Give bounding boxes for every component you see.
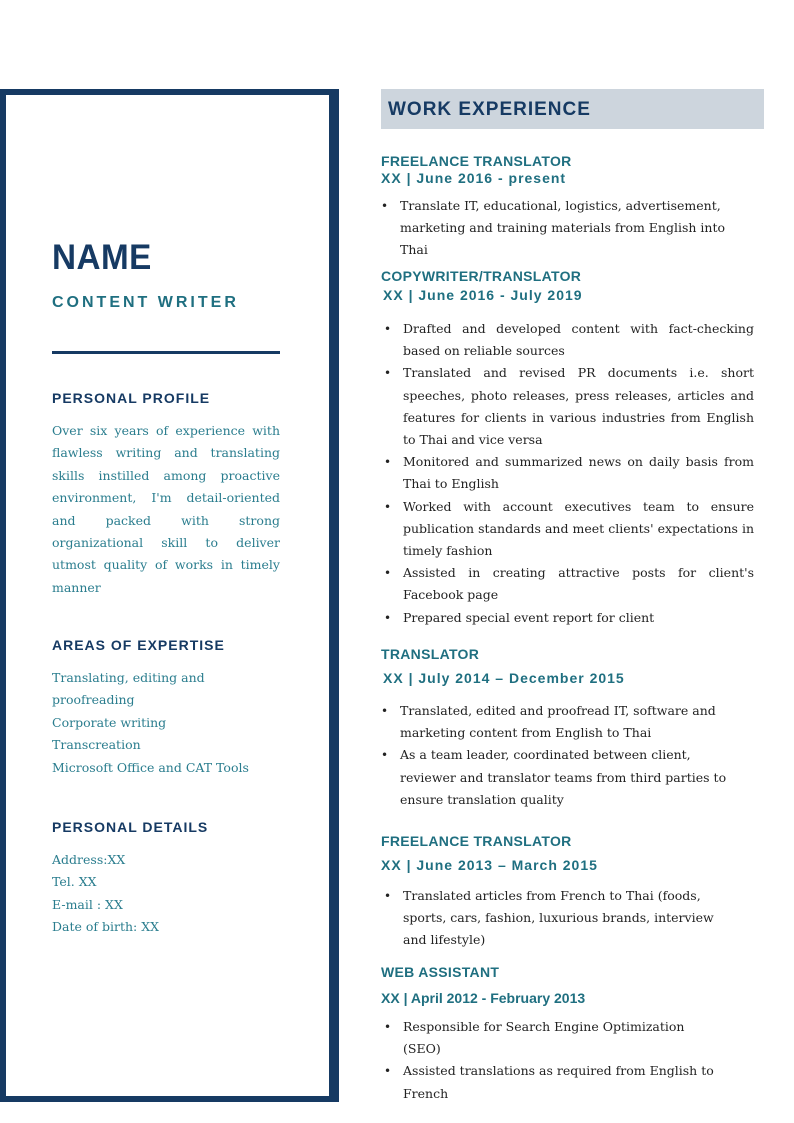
job-dates: XX | June 2013 – March 2015: [381, 857, 598, 873]
date-of-birth: Date of birth: XX: [52, 919, 160, 935]
expertise-item: Corporate writing: [52, 714, 167, 730]
personal-profile-heading: PERSONAL PROFILE: [52, 390, 211, 406]
job-bullets: [382, 1016, 722, 1105]
list-item: • Translated, edited and proofread IT, software and marketing content from English to Thai: [379, 700, 749, 744]
list-item: • Translated articles from French to Thai (foods, sports, cars, fashion, luxurious brands, interview and lifestyle): [382, 885, 737, 952]
job-dates: XX | July 2014 – December 2015: [383, 670, 625, 686]
personal-details-heading: PERSONAL DETAILS: [52, 819, 209, 835]
job-dates: XX | April 2012 - February 2013: [381, 990, 586, 1006]
job-title: TRANSLATOR: [381, 646, 480, 662]
list-item: • As a team leader, coordinated between client, reviewer and translator teams from third parties to ensure translation quality: [379, 744, 749, 811]
list-item: • Responsible for Search Engine Optimization (SEO): [382, 1016, 722, 1060]
job-title: COPYWRITER/TRANSLATOR: [381, 268, 582, 284]
work-experience-heading: WORK EXPERIENCE: [388, 99, 591, 120]
expertise-item: Transcreation: [52, 737, 141, 753]
list-item: • Translated and revised PR documents i.e. short speeches, photo releases, press releases, articles and features for clients in various industries from English to Thai and vice versa: [382, 362, 754, 451]
job-title: WEB ASSISTANT: [381, 964, 500, 980]
list-item: • Translate IT, educational, logistics, advertisement, marketing and training materials from English into Thai: [379, 195, 744, 262]
personal-details-list: [52, 849, 280, 939]
expertise-heading: AREAS OF EXPERTISE: [52, 637, 225, 653]
personal-profile-text: Over six years of experience with flawless writing and translating skills instilled among proactive environment, I'm detail-oriented and packed with strong organizational skill to deliver utmost quality of works in timely manner: [52, 423, 280, 595]
job-title: FREELANCE TRANSLATOR: [381, 153, 572, 169]
job-entry: [381, 964, 761, 1006]
expertise-item: Microsoft Office and CAT Tools: [52, 759, 249, 775]
job-bullets: [382, 318, 754, 629]
list-item: • Drafted and developed content with fact-checking based on reliable sources: [382, 318, 754, 362]
job-entry: [381, 646, 761, 686]
list-item: • Monitored and summarized news on daily basis from Thai to English: [382, 451, 754, 495]
expertise-item: Translating, editing and proofreading: [52, 670, 205, 708]
expertise-list: [52, 667, 280, 779]
job-entry: [381, 268, 761, 303]
list-item: • Prepared special event report for client: [382, 607, 754, 629]
job-entry: [381, 833, 761, 873]
job-entry: [381, 153, 761, 186]
list-item: • Assisted in creating attractive posts for client's Facebook page: [382, 562, 754, 606]
address: Address:XX: [52, 852, 126, 867]
job-title: FREELANCE TRANSLATOR: [381, 833, 572, 849]
list-item: • Worked with account executives team to ensure publication standards and meet clients' expectations in timely fashion: [382, 496, 754, 563]
list-item: • Assisted translations as required from English to French: [382, 1060, 722, 1104]
email: E-mail : XX: [52, 896, 123, 912]
divider: [52, 351, 280, 354]
telephone: Tel. XX: [52, 874, 97, 890]
job-dates: XX | June 2016 - present: [381, 170, 567, 186]
candidate-role: CONTENT WRITER: [52, 294, 239, 311]
job-dates: XX | June 2016 - July 2019: [383, 287, 583, 303]
candidate-name: NAME: [52, 238, 152, 277]
job-bullets: [379, 700, 749, 811]
job-bullets: [382, 885, 737, 952]
job-bullets: [379, 195, 744, 262]
